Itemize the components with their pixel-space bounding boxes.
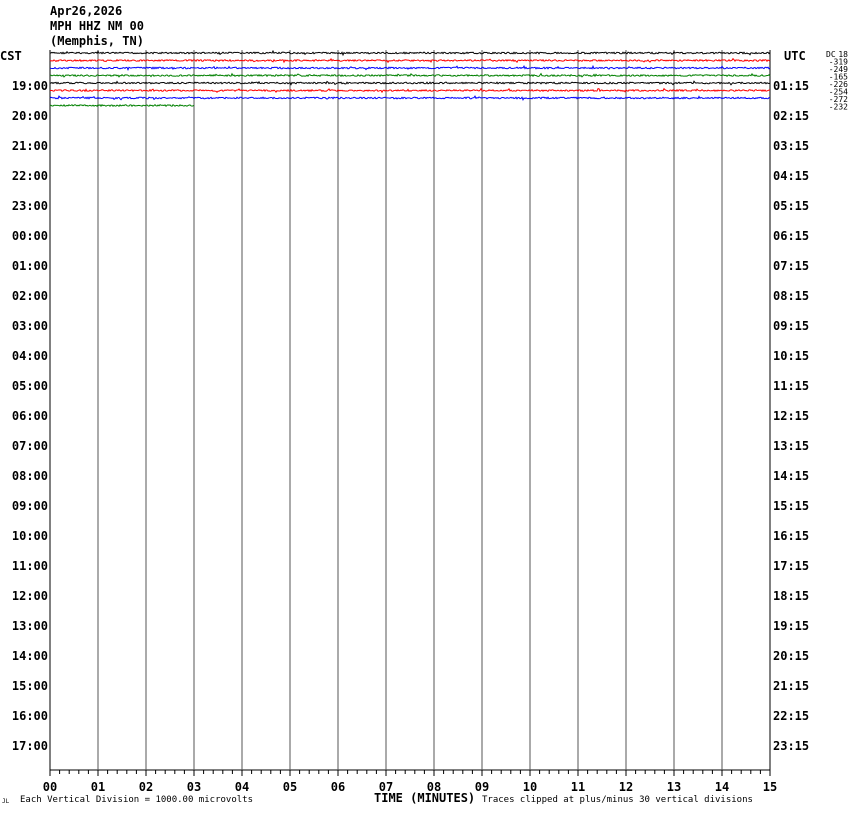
right-hour-label: 06:15 bbox=[773, 229, 810, 243]
left-hour-label: 23:00 bbox=[11, 199, 48, 213]
x-tick-label: 05 bbox=[282, 780, 298, 794]
right-hour-label: 10:15 bbox=[773, 349, 810, 363]
left-hour-label: 09:00 bbox=[11, 499, 48, 513]
trace-row-5 bbox=[50, 89, 770, 93]
header-date: Apr26,2026 bbox=[50, 4, 123, 18]
dc-offset-label: -165 bbox=[828, 72, 848, 82]
right-hour-label: 01:15 bbox=[773, 79, 810, 93]
left-hour-label: 01:00 bbox=[11, 259, 48, 273]
right-hour-label: 11:15 bbox=[773, 379, 810, 393]
x-tick-label: 08 bbox=[426, 780, 442, 794]
x-tick-label: 12 bbox=[618, 780, 634, 794]
dc-offset-label: -226 bbox=[828, 80, 848, 89]
right-hour-label: 02:15 bbox=[773, 109, 810, 123]
dc-offset-label: -272 bbox=[828, 95, 848, 104]
left-hour-label: 13:00 bbox=[11, 619, 48, 633]
right-hour-label: 13:15 bbox=[773, 439, 810, 453]
right-hour-label: 08:15 bbox=[773, 289, 810, 303]
left-hour-label: 05:00 bbox=[11, 379, 48, 393]
x-tick-label: 03 bbox=[186, 780, 202, 794]
header-location: (Memphis, TN) bbox=[50, 34, 144, 48]
left-axis-title: CST bbox=[0, 49, 22, 63]
right-hour-label: 04:15 bbox=[773, 169, 810, 183]
left-hour-label: 14:00 bbox=[11, 649, 48, 663]
right-hour-label: 07:15 bbox=[773, 259, 810, 273]
x-tick-label: 04 bbox=[234, 780, 250, 794]
x-tick-label: 13 bbox=[666, 780, 682, 794]
vertical-division-note: Each Vertical Division = 1000.00 microvolts bbox=[20, 795, 253, 805]
trace-row-6 bbox=[50, 96, 770, 100]
right-hour-label: 03:15 bbox=[773, 139, 810, 153]
dc-title: DC bbox=[826, 50, 836, 59]
trace-row-7 bbox=[50, 105, 194, 107]
clip-note: Traces clipped at plus/minus 30 vertical divisions bbox=[482, 795, 753, 805]
right-hour-label: 21:15 bbox=[773, 679, 810, 693]
x-tick-label: 07 bbox=[378, 780, 394, 794]
left-hour-label: 07:00 bbox=[11, 439, 48, 453]
right-hour-label: 20:15 bbox=[773, 649, 810, 663]
left-hour-label: 03:00 bbox=[11, 319, 48, 333]
right-axis-title: UTC bbox=[784, 49, 806, 63]
header-station: MPH HHZ NM 00 bbox=[50, 19, 144, 33]
left-hour-label: 06:00 bbox=[11, 409, 48, 423]
left-hour-label: 12:00 bbox=[11, 589, 48, 603]
right-hour-label: 16:15 bbox=[773, 529, 810, 543]
trace-row-1 bbox=[50, 59, 770, 63]
left-hour-label: 10:00 bbox=[11, 529, 48, 543]
left-hour-label: 00:00 bbox=[11, 229, 48, 243]
left-hour-label: 20:00 bbox=[11, 109, 48, 123]
x-tick-label: 10 bbox=[522, 780, 538, 794]
left-hour-label: 21:00 bbox=[11, 139, 48, 153]
right-hour-label: 14:15 bbox=[773, 469, 810, 483]
trace-row-0 bbox=[50, 51, 770, 55]
trace-row-4 bbox=[50, 81, 770, 85]
dc-offset-label: -249 bbox=[828, 65, 848, 74]
left-hour-label: 11:00 bbox=[11, 559, 48, 573]
left-hour-label: 15:00 bbox=[11, 679, 48, 693]
dc-offset-label: 18 bbox=[838, 50, 848, 59]
trace-row-2 bbox=[50, 66, 770, 70]
left-hour-label: 22:00 bbox=[11, 169, 48, 183]
right-hour-label: 18:15 bbox=[773, 589, 810, 603]
x-tick-label: 06 bbox=[330, 780, 346, 794]
right-hour-label: 17:15 bbox=[773, 559, 810, 573]
right-hour-label: 15:15 bbox=[773, 499, 810, 513]
right-hour-label: 22:15 bbox=[773, 709, 810, 723]
x-tick-label: 14 bbox=[714, 780, 730, 794]
x-tick-label: 01 bbox=[90, 780, 106, 794]
left-hour-label: 08:00 bbox=[11, 469, 48, 483]
trace-row-3 bbox=[50, 74, 770, 77]
dc-offset-label: -232 bbox=[828, 102, 848, 112]
left-hour-label: 16:00 bbox=[11, 709, 48, 723]
right-hour-label: 05:15 bbox=[773, 199, 810, 213]
right-hour-label: 09:15 bbox=[773, 319, 810, 333]
x-tick-label: 00 bbox=[42, 780, 58, 794]
x-tick-label: 11 bbox=[570, 780, 586, 794]
left-hour-label: 04:00 bbox=[11, 349, 48, 363]
x-tick-label: 09 bbox=[474, 780, 490, 794]
dc-offset-label: -319 bbox=[828, 57, 848, 67]
right-hour-label: 23:15 bbox=[773, 739, 810, 753]
left-hour-label: 02:00 bbox=[11, 289, 48, 303]
dc-offset-label: -254 bbox=[828, 87, 848, 97]
x-axis-label: TIME (MINUTES) bbox=[374, 791, 476, 805]
left-hour-label: 17:00 bbox=[11, 739, 48, 753]
right-hour-label: 12:15 bbox=[773, 409, 810, 423]
left-hour-label: 19:00 bbox=[11, 79, 48, 93]
corner-mark: JL bbox=[2, 798, 10, 805]
x-tick-label: 15 bbox=[762, 780, 778, 794]
x-tick-label: 02 bbox=[138, 780, 154, 794]
right-hour-label: 19:15 bbox=[773, 619, 810, 633]
